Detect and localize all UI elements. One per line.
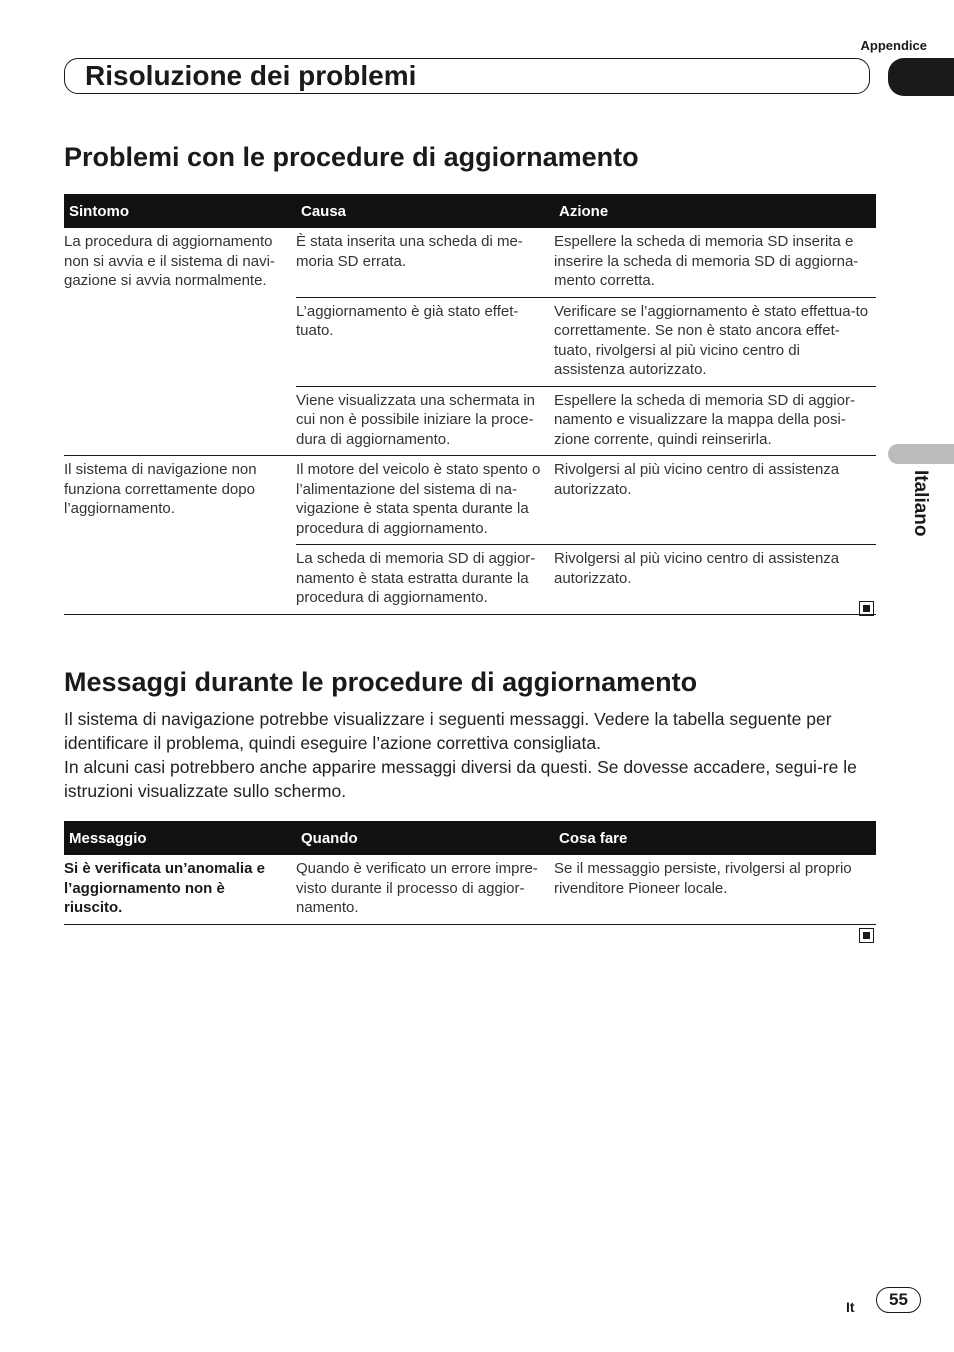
page-number-badge — [876, 1287, 921, 1313]
column-header-action: Azione — [554, 194, 876, 228]
section-title-banner — [64, 58, 870, 94]
column-header-what-to-do: Cosa fare — [554, 821, 876, 855]
symptom-cell: Il sistema di navigazione non funziona correttamente dopo l’aggiornamento. — [64, 456, 296, 615]
action-cell: Verificare se l’aggiornamento è stato effettua-to correttamente. Se non è stato ancora effet-tuato, rivolgersi al più vicino centro di assistenza autorizzato. — [554, 297, 876, 386]
section-end-icon — [859, 601, 874, 616]
table-row — [64, 855, 876, 924]
column-header-message: Messaggio — [64, 821, 296, 855]
update-problems-table — [64, 194, 876, 615]
action-cell: Espellere la scheda di memoria SD di aggior-namento e visualizzare la mappa della posi-zione corrente, quindi reinserirla. — [554, 386, 876, 456]
cause-cell: La scheda di memoria SD di aggior-namento è stata estratta durante la procedura di aggiornamento. — [296, 545, 554, 615]
table-row — [64, 456, 876, 545]
section-title: Risoluzione dei problemi — [85, 60, 417, 91]
heading-update-problems: Problemi con le procedure di aggiornamento — [64, 142, 639, 172]
language-tab-marker — [888, 444, 954, 464]
column-header-symptom: Sintomo — [64, 194, 296, 228]
appendix-label: Appendice — [860, 38, 927, 53]
action-cell: Rivolgersi al più vicino centro di assistenza autorizzato. — [554, 545, 876, 615]
intro-paragraph: Il sistema di navigazione potrebbe visualizzare i seguenti messaggi. Vedere la tabella seguente per identificare il problema, quindi eseguire l’azione correttiva consigliata. — [64, 709, 832, 753]
cause-cell: Viene visualizzata una schermata in cui non è possibile iniziare la proce-dura di aggiornamento. — [296, 386, 554, 456]
message-cell: Si è verificata un’anomalia e l’aggiornamento non è riuscito. — [64, 855, 296, 924]
symptom-cell: La procedura di aggiornamento non si avvia e il sistema di navi-gazione si avvia normalmente. — [64, 228, 296, 456]
table-header-row — [64, 194, 876, 228]
page-number: 55 — [889, 1290, 908, 1309]
column-header-when: Quando — [296, 821, 554, 855]
chapter-tab — [888, 58, 954, 96]
when-cell: Quando è verificato un errore impre-visto durante il processo di aggior-namento. — [296, 855, 554, 924]
table-header-row — [64, 821, 876, 855]
intro-paragraph: In alcuni casi potrebbero anche apparire messaggi diversi da questi. Se dovesse accadere, segui-re le istruzioni visualizzate sullo schermo. — [64, 757, 857, 801]
intro-text — [64, 707, 880, 803]
action-cell: Rivolgersi al più vicino centro di assistenza autorizzato. — [554, 456, 876, 545]
heading-update-messages: Messaggi durante le procedure di aggiornamento — [64, 667, 698, 697]
table-row — [64, 228, 876, 297]
footer-language-code: It — [846, 1299, 855, 1315]
cause-cell: È stata inserita una scheda di me-moria SD errata. — [296, 228, 554, 297]
cause-cell: L’aggiornamento è già stato effet-tuato. — [296, 297, 554, 386]
column-header-cause: Causa — [296, 194, 554, 228]
cause-cell: Il motore del veicolo è stato spento o l’alimentazione del sistema di na-vigazione è stata spenta durante la procedura di aggiornamento. — [296, 456, 554, 545]
language-tab-label: Italiano — [910, 470, 931, 537]
section-end-icon — [859, 928, 874, 943]
action-cell: Espellere la scheda di memoria SD inserita e inserire la scheda di memoria SD di aggiorna-mento corretta. — [554, 228, 876, 297]
todo-cell: Se il messaggio persiste, rivolgersi al proprio rivenditore Pioneer locale. — [554, 855, 876, 924]
update-messages-table — [64, 821, 876, 925]
